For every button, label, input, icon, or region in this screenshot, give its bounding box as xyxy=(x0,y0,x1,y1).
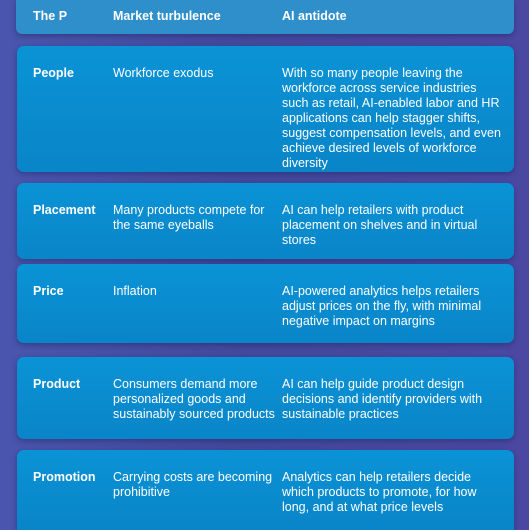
row-turbulence: Consumers demand more personalized goods and sustainably sourced products xyxy=(113,377,275,421)
row-product xyxy=(17,357,514,439)
row-p-label: People xyxy=(33,66,74,80)
header-ai-antidote: AI antidote xyxy=(282,9,347,23)
row-antidote: AI can help guide product design decisions and identify providers with sustainable practices xyxy=(282,377,483,421)
row-people xyxy=(17,46,514,172)
row-antidote: With so many people leaving the workforce across service industries such as retail, AI-enabled labor and HR applications can help stagger shifts, suggest compensation levels, and even achieve desired levels of workforce diversity xyxy=(282,66,501,170)
header-the-p: The P xyxy=(33,9,68,23)
row-p-label: Placement xyxy=(33,203,96,217)
header-market-turbulence: Market turbulence xyxy=(113,9,221,23)
row-turbulence: Inflation xyxy=(113,284,157,298)
row-p-label: Promotion xyxy=(33,470,96,484)
row-turbulence: Workforce exodus xyxy=(113,66,214,80)
row-placement xyxy=(17,183,514,259)
row-p-label: Price xyxy=(33,284,64,298)
row-price xyxy=(17,264,514,343)
row-turbulence: Carrying costs are becoming prohibitive xyxy=(113,470,273,499)
row-antidote: Analytics can help retailers decide which products to promote, for how long, and at what price levels xyxy=(282,470,477,514)
row-antidote: AI-powered analytics helps retailers adjust prices on the fly, with minimal negative impact on margins xyxy=(282,284,482,328)
row-p-label: Product xyxy=(33,377,81,391)
row-turbulence: Many products compete for the same eyeballs xyxy=(113,203,265,232)
row-promotion xyxy=(17,450,514,530)
row-antidote: AI can help retailers with product placement on shelves and in virtual stores xyxy=(282,203,478,247)
table-header xyxy=(16,0,514,34)
